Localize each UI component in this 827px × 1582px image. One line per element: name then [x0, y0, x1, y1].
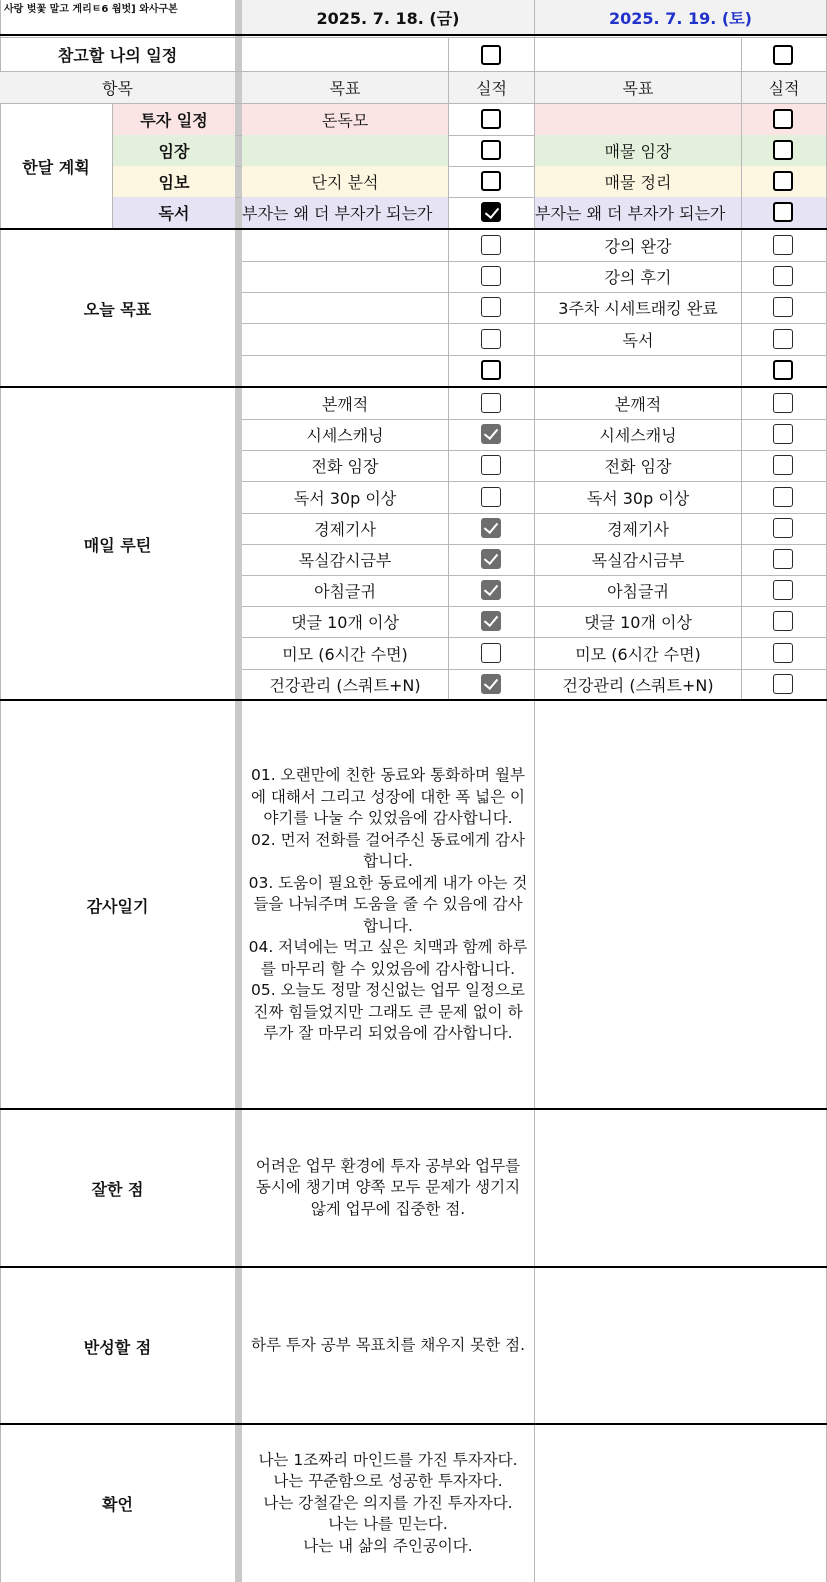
today-checkbox-2[interactable]	[773, 266, 793, 286]
monthly-checkbox-2[interactable]	[773, 171, 793, 191]
today-goal-2[interactable]	[535, 355, 741, 386]
routine-checkbox-1[interactable]	[481, 580, 501, 600]
today-goal-2[interactable]: 독서	[622, 330, 654, 350]
monthly-goal-1[interactable]	[242, 135, 448, 166]
routine-item-2: 목실감시금부	[591, 551, 685, 570]
monthly-goal-2[interactable]	[535, 104, 741, 135]
column-separator	[235, 0, 242, 1582]
monthly-checkbox-2[interactable]	[773, 109, 793, 129]
routine-item-1: 미모 (6시간 수면)	[282, 644, 408, 664]
today-goal-1[interactable]	[242, 261, 448, 292]
today-goal-2[interactable]: 강의 후기	[604, 268, 672, 288]
monthly-checkbox-1[interactable]	[481, 109, 501, 129]
routine-checkbox-1[interactable]	[481, 549, 501, 569]
today-label: 오늘 목표	[83, 299, 152, 319]
monthly-item-name: 임보	[113, 166, 235, 197]
routine-checkbox-1[interactable]	[481, 424, 501, 444]
routine-checkbox-1[interactable]	[481, 487, 501, 507]
routine-item-1: 건강관리 (스쿼트+N)	[269, 675, 421, 695]
routine-checkbox-2[interactable]	[773, 518, 793, 538]
routine-item-2: 댓글 10개 이상	[584, 613, 692, 633]
monthly-item-name: 투자 일정	[113, 104, 235, 135]
gratitude-text-2[interactable]	[535, 701, 826, 1109]
today-goal-1[interactable]	[242, 324, 448, 355]
reference-checkbox-2[interactable]	[773, 45, 793, 65]
routine-checkbox-2[interactable]	[773, 643, 793, 663]
reflect-label: 반성할 점	[83, 1337, 152, 1357]
routine-checkbox-2[interactable]	[773, 611, 793, 631]
routine-checkbox-1[interactable]	[481, 643, 501, 663]
routine-item-1: 아침글귀	[314, 582, 376, 602]
today-checkbox-2[interactable]	[773, 360, 793, 380]
reflect-text-2[interactable]	[535, 1268, 826, 1424]
reflect-text-1[interactable]: 하루 투자 공부 목표치를 채우지 못한 점.	[250, 1336, 526, 1355]
today-checkbox-1[interactable]	[481, 235, 501, 255]
routine-item-1: 전화 임장	[311, 457, 379, 477]
reference-checkbox-1[interactable]	[481, 45, 501, 65]
monthly-goal-2[interactable]: 부자는 왜 더 부자가 되는가	[535, 197, 741, 228]
routine-checkbox-1[interactable]	[481, 611, 501, 631]
today-checkbox-2[interactable]	[773, 297, 793, 317]
goal-header-1: 목표	[242, 72, 448, 103]
goal-header-2: 목표	[535, 72, 741, 103]
routine-item-2: 경제기사	[607, 519, 669, 539]
good-label: 잘한 점	[91, 1179, 144, 1199]
sheet-title: 사랑 벚꽃 말고 게리ㅌ6 웜벗] 와사구본	[4, 4, 178, 15]
routine-item-2: 아침글귀	[607, 582, 669, 602]
actual-header-2: 실적	[742, 72, 826, 103]
monthly-item-name: 임장	[113, 135, 235, 166]
monthly-goal-2[interactable]: 매물 임장	[535, 135, 741, 166]
monthly-checkbox-1[interactable]	[481, 202, 501, 222]
good-text-1[interactable]: 어려운 업무 환경에 투자 공부와 업무를 동시에 챙기며 양쪽 모두 문제가 생기지 않게 업무에 집중한 점.	[255, 1156, 526, 1218]
today-checkbox-2[interactable]	[773, 329, 793, 349]
affirm-text-1[interactable]: 나는 1조짜리 마인드를 가진 투자자다. 나는 꾸준함으로 성공한 투자자다. 나는 강철같은 의지를 가진 투자자다. 나는 나를 믿는다. 나는 내 삶의 주인공이다.	[258, 1450, 518, 1555]
monthly-label: 한달 계획	[22, 157, 90, 177]
actual-header-1: 실적	[449, 72, 534, 103]
routine-item-1: 목실감시금부	[298, 551, 392, 570]
today-checkbox-1[interactable]	[481, 329, 501, 349]
monthly-checkbox-2[interactable]	[773, 140, 793, 160]
routine-item-1: 댓글 10개 이상	[291, 613, 399, 633]
gratitude-label: 감사일기	[86, 896, 149, 916]
today-goal-2[interactable]: 3주차 시세트래킹 완료	[558, 299, 718, 319]
routine-item-2: 미모 (6시간 수면)	[575, 644, 701, 664]
monthly-goal-2[interactable]: 매물 정리	[535, 166, 741, 197]
routine-checkbox-2[interactable]	[773, 455, 793, 475]
monthly-checkbox-1[interactable]	[481, 171, 501, 191]
today-goal-1[interactable]	[242, 292, 448, 323]
monthly-checkbox-2[interactable]	[773, 202, 793, 222]
routine-checkbox-1[interactable]	[481, 518, 501, 538]
routine-item-2: 본깨적	[614, 395, 662, 414]
monthly-goal-1[interactable]: 돈독모	[242, 104, 448, 135]
routine-item-1: 독서 30p 이상	[293, 488, 397, 508]
routine-item-1: 본깨적	[321, 395, 369, 414]
date-header-1: 2025. 7. 18. (금)	[242, 0, 534, 34]
monthly-checkbox-1[interactable]	[481, 140, 501, 160]
affirm-text-2[interactable]	[535, 1425, 826, 1582]
today-checkbox-2[interactable]	[773, 235, 793, 255]
today-checkbox-1[interactable]	[481, 360, 501, 380]
routine-checkbox-1[interactable]	[481, 455, 501, 475]
header-rule	[0, 34, 827, 36]
routine-checkbox-2[interactable]	[773, 424, 793, 444]
routine-checkbox-2[interactable]	[773, 549, 793, 569]
monthly-item-name: 독서	[113, 197, 235, 228]
today-checkbox-1[interactable]	[481, 266, 501, 286]
routine-item-2: 독서 30p 이상	[586, 488, 690, 508]
gratitude-text-1[interactable]: 01. 오랜만에 친한 동료와 통화하며 월부에 대해서 그리고 성장에 대한 폭 넓은 이야기를 나눌 수 있었음에 감사합니다. 02. 먼저 전화를 걸어주신 동료에게 감사합니다. 03. 도움이 필요한 동료에게 내가 아는 것들을 나눠주며 도움을 줄 수 있음에 감사합니다. 04. 저녁에는 먹고 싶은 치맥과 함께 하루를 마무리 할 수 있었음에 감사합니다. 05. 오늘도 정말 정신없는 업무 일정으로 진짜 힘들었지만 그래도 큰 문제 없이 하루가 잘 마무리 되었음에 감사합니다.	[248, 766, 528, 1043]
routine-checkbox-2[interactable]	[773, 674, 793, 694]
date-header-2: 2025. 7. 19. (토)	[535, 0, 826, 34]
affirm-label: 확언	[102, 1495, 133, 1514]
today-checkbox-1[interactable]	[481, 297, 501, 317]
today-goal-2[interactable]: 강의 완강	[604, 237, 672, 256]
routine-label: 매일 루틴	[83, 535, 152, 555]
routine-item-2: 건강관리 (스쿼트+N)	[562, 675, 714, 695]
routine-checkbox-1[interactable]	[481, 674, 501, 694]
routine-checkbox-2[interactable]	[773, 580, 793, 600]
monthly-goal-1[interactable]: 부자는 왜 더 부자가 되는가	[242, 197, 448, 228]
item-label: 항목	[0, 72, 235, 103]
routine-item-1: 경제기사	[314, 519, 376, 539]
monthly-goal-1[interactable]: 단지 분석	[242, 166, 448, 197]
reference-label: 참고할 나의 일정	[57, 46, 178, 65]
routine-checkbox-1[interactable]	[481, 393, 501, 413]
today-goal-1[interactable]	[242, 355, 448, 386]
routine-item-2: 시세스캐닝	[599, 426, 677, 446]
good-text-2[interactable]	[535, 1110, 826, 1266]
routine-checkbox-2[interactable]	[773, 393, 793, 413]
today-goal-1[interactable]	[242, 230, 448, 261]
routine-item-1: 시세스캐닝	[306, 426, 384, 446]
routine-checkbox-2[interactable]	[773, 487, 793, 507]
routine-item-2: 전화 임장	[604, 457, 672, 477]
